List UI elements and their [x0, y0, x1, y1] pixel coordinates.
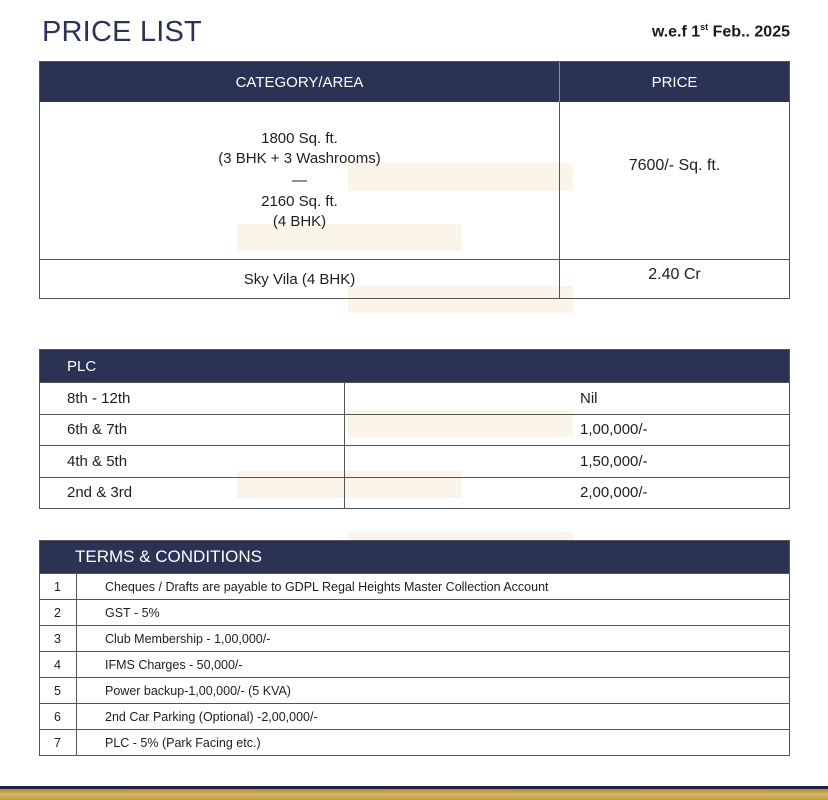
- term-number: 1: [40, 574, 77, 599]
- floor-cell: 8th - 12th: [40, 383, 345, 414]
- term-number: 3: [40, 626, 77, 651]
- terms-title: TERMS & CONDITIONS: [40, 541, 789, 573]
- term-text: Cheques / Drafts are payable to GDPL Regal Heights Master Collection Account: [105, 579, 549, 594]
- area-1800-detail: (3 BHK + 3 Washrooms): [218, 150, 381, 167]
- price-cell: 7600/- Sq. ft.: [628, 156, 721, 174]
- term-text: PLC - 5% (Park Facing etc.): [105, 735, 261, 750]
- term-number: 4: [40, 652, 77, 677]
- category-cell: Sky Vila (4 BHK): [40, 260, 560, 298]
- table-row: [40, 651, 789, 677]
- table-row: [40, 573, 789, 599]
- charge-cell: Nil: [580, 389, 598, 407]
- term-text: GST - 5%: [105, 605, 160, 620]
- effective-date: w.e.f 1st Feb.. 2025: [651, 22, 790, 41]
- term-text: Power backup-1,00,000/- (5 KVA): [105, 683, 291, 698]
- term-number: 6: [40, 704, 77, 729]
- table-row: [40, 382, 789, 414]
- price-table-header: [40, 62, 789, 102]
- plc-title: PLC: [40, 350, 789, 382]
- table-row: [40, 677, 789, 703]
- area-2160: 2160 Sq. ft.: [261, 193, 338, 210]
- floor-cell: 4th & 5th: [40, 446, 345, 477]
- charge-cell: 1,50,000/-: [580, 452, 648, 470]
- area-1800: 1800 Sq. ft.: [261, 130, 338, 147]
- category-cell: [40, 102, 560, 259]
- table-row: [40, 625, 789, 651]
- charge-cell: 2,00,000/-: [580, 484, 648, 502]
- table-row: [40, 414, 789, 446]
- table-row: [40, 445, 789, 477]
- price-table: [39, 61, 790, 299]
- price-cell: 2.40 Cr: [648, 266, 701, 283]
- term-number: 2: [40, 600, 77, 625]
- table-row: [40, 599, 789, 625]
- table-row: [40, 729, 789, 755]
- terms-table: [39, 540, 790, 756]
- floor-cell: 6th & 7th: [40, 415, 345, 446]
- term-number: 7: [40, 730, 77, 755]
- footer-gold-bar: [0, 786, 828, 800]
- table-row: [40, 260, 789, 298]
- column-header-price: PRICE: [651, 73, 698, 91]
- term-text: Club Membership - 1,00,000/-: [105, 631, 271, 646]
- term-number: 5: [40, 678, 77, 703]
- area-2160-detail: (4 BHK): [272, 213, 327, 230]
- table-row: [40, 102, 789, 260]
- charge-cell: 1,00,000/-: [580, 421, 648, 439]
- floor-cell: 2nd & 3rd: [40, 478, 345, 509]
- column-header-category: CATEGORY/AREA: [40, 62, 560, 102]
- table-row: [40, 477, 789, 509]
- term-text: 2nd Car Parking (Optional) -2,00,000/-: [105, 709, 318, 724]
- plc-table: [39, 349, 790, 509]
- term-text: IFMS Charges - 50,000/-: [105, 657, 243, 672]
- area-separator: —: [292, 172, 307, 189]
- page-title: PRICE LIST: [42, 16, 202, 48]
- table-row: [40, 703, 789, 729]
